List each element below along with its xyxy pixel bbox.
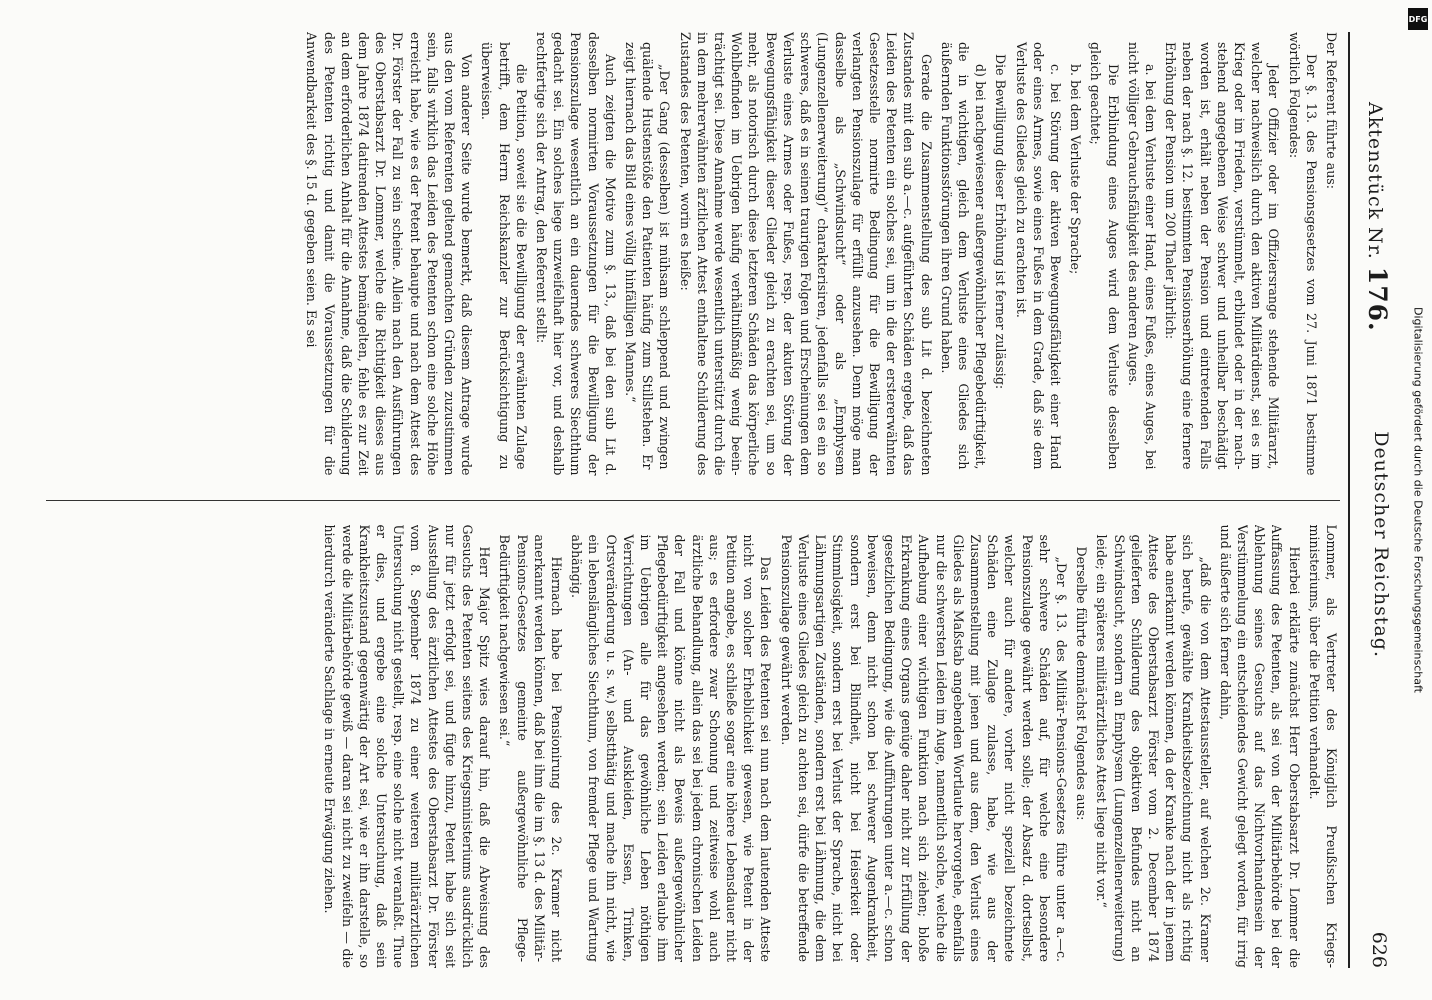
text-columns xyxy=(46,32,1340,968)
source-title: Deutscher Reichstag. xyxy=(1370,431,1392,658)
paragraph: Derselbe führte demnächst Folgendes aus: xyxy=(1074,546,1090,821)
paragraph: Das Leiden des Petenten sei nun nach dem lautenden Atteste nicht von solcher Erheblichkeit gewesen, wie Petent in der Petition angebe, es schließe sogar eine höhere Lebensdauer nicht aus; es erfordere zwar Schonung und zeitweise wohl auch ärztliche Behandlung, allein das sei bei jedem chronischen Leiden der Fall und könne nicht als Beweis außergewöhnlicher Pflegebedürftigkeit angesehen werden; sein Leiden erlaube ihm im Uebrigen alle für das gewöhnliche Leben nöthigen Verrichtungen (An- und Auskleiden, Essen, Trinken, Ortsveränderung u. s. w.) selbstthätig und mache ihn nicht, wie ein lebenslängliches Siechthum, von fremder Pflege und Wartung abhängig. xyxy=(569,534,774,962)
paragraph: Der §. 13. des Pensionsgesetzes vom 27. Juni 1871 bestimme wörtlich Folgendes: xyxy=(1286,32,1319,476)
document-reference xyxy=(1363,102,1392,332)
paragraph: Der Referent führte aus: xyxy=(1324,32,1339,190)
digitization-credit: Digitalisierung gefördert durch die Deutsche Forschungsgemeinschaft xyxy=(1411,307,1425,693)
paragraph: die Petition, soweit sie die Bewilligung der erwähnten Zulage betrifft, dem Herrn Reichskanzler zur Berücksichtigung zu überweisen. xyxy=(479,42,529,470)
paragraph: Von anderer Seite wurde bemerkt, daß diesem Antrage wurde aus den vom Referenten geltend gemachten Gründen zuzustimmen sein, falls wirklich das Leiden des Petenten schon eine solche Höhe erreicht habe, wie es der Petent behaupte und nach dem Attest des Dr. Förster der Fall zu sein scheine. Allein nach den Ausführungen des Oberstabsarzt Dr. Lommer, welche die Richtigkeit dieses aus dem Jahre 1874 datirenden Attestes bemängelten, fehle es zur Zeit an dem erforderlichen Anhalt für die Annahme, daß die Schilderung des Petenten richtig und damit die Voraussetzungen für die Anwendbarkeit des §. 15 d. gegeben seien. Es sei xyxy=(304,32,475,476)
page-header xyxy=(1348,32,1394,968)
paragraph: Jeder Offizier oder im Offiziersrange stehende Militärarzt, welcher nachweislich durch den aktiven Militärdienst, sei es im Krieg oder im Frieden, verstümmelt, erblindet oder in der nachstehend angegebenen Weise schwer und unheilbar beschädigt worden ist, erhält neben der Pension und eintretenden Falls neben der nach §. 12. bestimmten Pensionserhöhung eine fernere Erhöhung der Pension um 200 Thaler jährlich: xyxy=(1163,42,1282,470)
paragraph: c. bei Störung der aktiven Bewegungsfähigkeit einer Hand oder eines Armes, sowie eines Fußes in dem Grade, daß sie dem Verluste des Gliedes gleich zu erachten ist. xyxy=(1013,42,1063,470)
left-text-column xyxy=(46,525,1340,969)
paragraph: Hierbei erklärte zunächst Herr Oberstabsarzt Dr. Lommer die Auffassung des Petenten, als sei von der Militärbehörde bei der Ablehnung seines Gesuchs auf das Nichtvorhandensein der Verstümmelung ein entscheidendes Gewicht gelegt worden, für irrig und äußerte sich ferner dahin, xyxy=(1217,524,1302,968)
paragraph: b. bei dem Verluste der Sprache; xyxy=(1068,64,1084,275)
paragraph: a. bei dem Verluste einer Hand, eines Fußes, eines Auges, bei nicht völliger Gebrauchsfähigkeit des anderen Auges. xyxy=(1125,42,1158,470)
paragraph: Gerade die Zusammenstellung des sub Lit d. bezeichneten Zustandes mit den sub a.—c. aufgeführten Schäden ergebe, daß das Leiden des Petenten ein solches sei, um in die der erstererwähnten Gesetzesstelle normirte Bedingung für die Bewilligung der verlangten Pensionszulage für erfüllt anzusehen. Denn möge man dasselbe als „Schwindsucht“ oder als „Emphysem (Lungenzellenerweiterung)“ charakterisiren, jedenfalls sei es ein so schweres, daß es in seinen traurigen Folgen und Erscheinungen dem Verluste eines Armes oder Fußes, resp. der akuten Störung der Bewegungsfähigkeit dieser Glieder gleich zu erachten sei, um so mehr, als notorisch durch diese letzteren Schäden das körperliche Wohlbefinden im Uebrigen häufig verhältnißmäßig wenig beeinträchtigt sei. Diese Annahme werde wesentlich unterstützt durch die in dem mehrerwähnten ärztlichen Attest enthaltene Schilderung des Zustandes des Petenten, worin es heiße: xyxy=(677,32,934,476)
document-reference-number: 176. xyxy=(1363,266,1392,332)
rotated-document-page xyxy=(26,10,1406,990)
paragraph: „daß die von dem Attestaussteller, auf welchen 2c. Kramer sich berufe, gewählte Krankheitsbezeichnung nicht als richtig habe anerkannt werden können, da der Kranke nach der in jenem Atteste des Oberstabsarzt Förster vom 2. December 1874 gelieferten Schilderung des objektiven Befundes nicht an Schwindsucht, sondern an Emphysem (Lungenzellenerweiterung) leide; ein späteres militärärztliches Attest liege nicht vor.“ xyxy=(1094,534,1213,962)
paragraph: Lommer, als Vertreter des Königlich Preußischen Kriegsministeriums, über die Petition verhandelt. xyxy=(1306,524,1339,968)
paragraph: d) bei nachgewiesener außergewöhnlicher Pflegebedürftigkeit, die in wichtigen, gleich dem Verluste eines Gliedes sich äußernden Funktionsstörungen ihren Grund haben. xyxy=(938,42,989,470)
paragraph: Auch zeigten die Motive zum §. 13., daß bei den sub Lit d. desselben normirten Voraussetzungen für die Bewilligung der Pensionszulage wesentlich an ein dauerndes schweres Siechthum gedacht sei. Ein solches liege unzweifelhaft hier vor, und deshalb rechtfertige sich der Antrag, den Referent stellt: xyxy=(534,32,618,476)
paragraph: Herr Major Spitz wies darauf hin, daß die Abweisung des Gesuchs des Petenten seitens des Kriegsministeriums ausdrücklich nur für jetzt erfolgt sei, und fügte hinzu, Petent habe sich seit Ausstellung des ärztlichen Attestes des Oberstabsarzt Dr. Förster vom 8. September 1874 zu einer weiteren militärärztlichen Untersuchung nicht gestellt, resp. eine solche nicht veranlaßt. Thue er dies, und ergebe eine solche Untersuchung, daß sein Krankheitszustand gegenwärtig der Art sei, wie er ihn darstelle, so werde die Militärbehörde gewiß — daran sei nicht zu zweifeln — die hierdurch veränderte Sachlage in erneute Erwägung ziehen. xyxy=(322,524,493,968)
right-text-column xyxy=(46,32,1340,476)
column-divider xyxy=(46,500,1340,501)
document-reference-label: Aktenstück Nr. xyxy=(1364,102,1386,260)
digitization-credit-strip xyxy=(1404,0,1432,1000)
paragraph: „Der Gang (desselben) ist mühsam schleppend und zwingen quälende Hustenstöße den Patienten häufig zum Stillstehen. Er zeigt hiernach das Bild eines völlig hinfälligen Mannes.“ xyxy=(623,42,673,470)
paragraph: Hiernach habe bei Pensionirung des 2c. Kramer nicht anerkannt werden können, daß bei ihm die im §. 13 d. des Militär-Pensions-Gesetzes gemeinte außergewöhnliche Pflege-Bedürftigkeit nachgewiesen sei.“ xyxy=(497,534,565,962)
page-number: 626 xyxy=(1368,931,1390,968)
dfg-logo: DFG xyxy=(1408,8,1428,30)
paragraph: Die Erblindung eines Auges wird dem Verluste desselben gleich geachtet; xyxy=(1088,42,1121,470)
paragraph: „Der §. 13. des Militär-Pensions-Gesetzes führe unter a.—c. sehr schwere Schäden auf, für welche eine besondere Pensionszulage gewährt werden solle; der Absatz d. dortselbst, welcher auch für andere, vorher nicht speziell bezeichnete Schäden eine Zulage zulasse, habe, wie aus der Zusammenstellung mit jenen und aus dem, den Verlust eines Gliedes als Maßstab angebenden Wortlaute hervorgehe, ebenfalls nur die schwersten Leiden im Auge, namentlich solche, welche die Aufhebung einer wichtigen Funktion nach sich ziehen; bloße Erkrankung eines Organs genüge daher nicht zur Erfüllung der gesetzlichen Bedingung, wie die Aufführungen unter a.—c. schon beweisen, denn nicht schon bei schwerer Augenkrankheit, sondern erst bei Blindheit, nicht bei Heiserkeit oder Stimmlosigkeit, sondern erst bei Verlust der Sprache, nicht bei Lähmungsartigen Zuständen, sondern erst bei Lähmung, die dem Verluste eines Gliedes gleich zu achten sei, dürfe die betreffende Pensionszulage gewährt werden. xyxy=(778,534,1069,962)
paragraph: Die Bewilligung dieser Erhöhung ist ferner zulässig: xyxy=(993,54,1009,390)
